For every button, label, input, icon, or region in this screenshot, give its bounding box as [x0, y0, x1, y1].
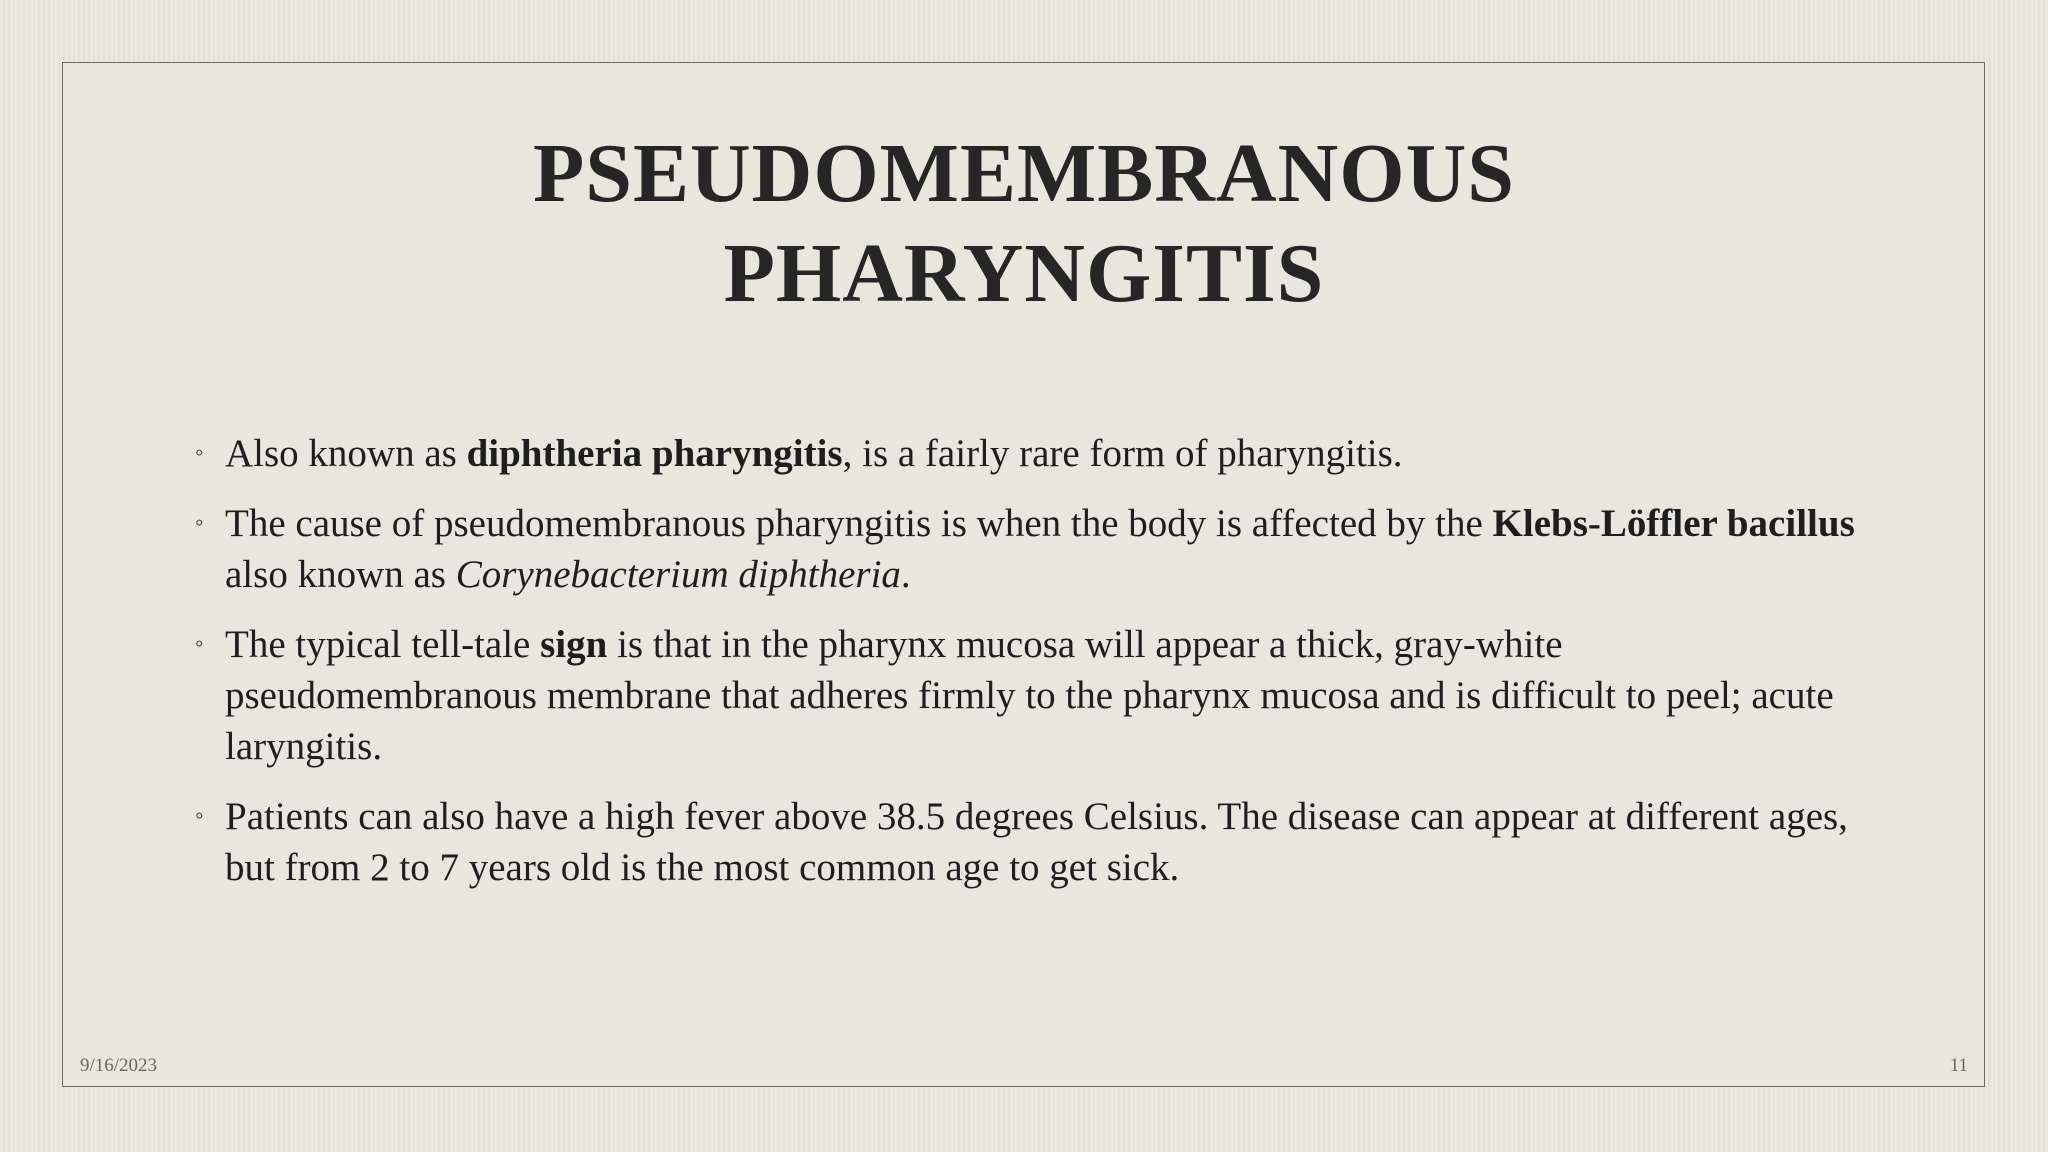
- bullet-2-text-a: The cause of pseudomembranous pharyngitis is when the body is affected by the: [225, 502, 1493, 545]
- footer-page-number: 11: [1949, 1055, 1968, 1076]
- bullet-list: [195, 428, 1865, 912]
- bullet-2-italic-term: Corynebacterium diphtheria: [455, 553, 901, 596]
- bullet-4-text-a: Patients can also have a high fever above 38.5 degrees Celsius. The disease can appear at different ages, but from 2 to 7 years old is the most common age to get sick.: [225, 795, 1848, 889]
- bullet-marker-icon: ◦: [195, 631, 204, 657]
- bullet-marker-icon: ◦: [195, 510, 204, 536]
- bullet-2-text-c: .: [900, 553, 911, 596]
- bullet-3-text-b: is that in the pharynx mucosa will appear a thick, gray-white pseudomembranous membrane that adheres firmly to the pharynx mucosa and is difficult to peel; acute laryngitis.: [225, 623, 1834, 768]
- bullet-marker-icon: ◦: [195, 803, 204, 829]
- bullet-item-1: [195, 428, 1865, 479]
- bullet-1-bold-term: diphtheria pharyngitis: [466, 432, 843, 475]
- bullet-2-bold-term: Klebs-Löffler bacillus: [1492, 502, 1855, 545]
- bullet-marker-icon: ◦: [195, 440, 204, 466]
- slide-title-line-1: PSEUDOMEMBRANOUS: [532, 127, 1516, 220]
- slide-title: [0, 124, 2048, 324]
- slide-title-line-2: PHARYNGITIS: [723, 227, 1325, 320]
- bullet-item-4: [195, 791, 1865, 893]
- bullet-item-3: [195, 619, 1865, 772]
- bullet-1-text-b: , is a fairly rare form of pharyngitis.: [842, 432, 1403, 475]
- bullet-3-bold-term: sign: [540, 623, 608, 666]
- bullet-2-text-b: also known as: [225, 553, 456, 596]
- bullet-1-text-a: Also known as: [225, 432, 467, 475]
- bullet-3-text-a: The typical tell-tale: [225, 623, 541, 666]
- footer-date: 9/16/2023: [80, 1055, 158, 1076]
- bullet-item-2: [195, 498, 1865, 600]
